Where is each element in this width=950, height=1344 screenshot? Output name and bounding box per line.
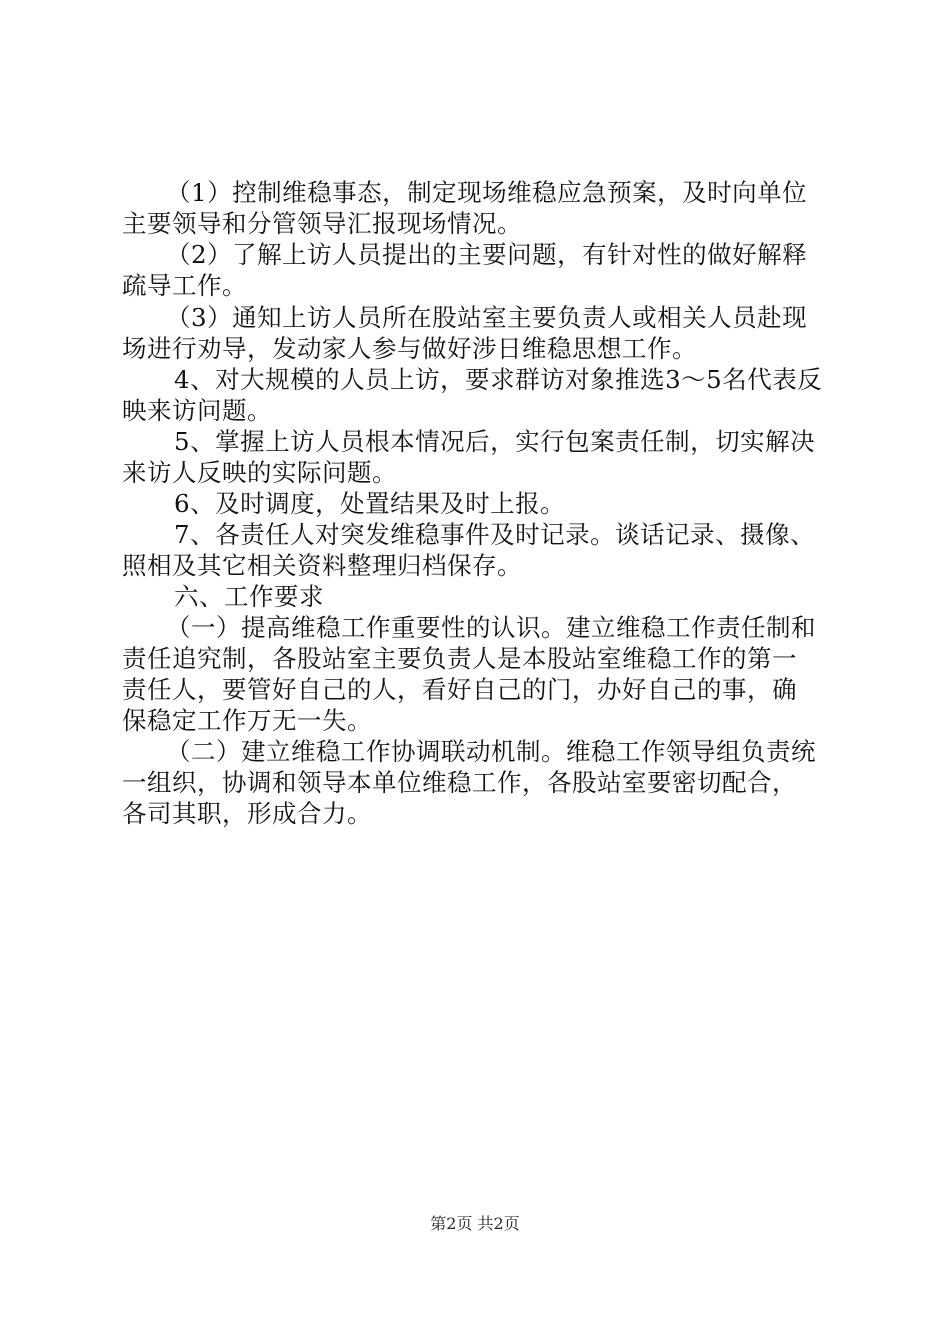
- section-heading: 六、工作要求: [174, 582, 324, 611]
- body-line-17: 责任人，要管好自己的人，看好自己的门，办好自己的事，确: [122, 675, 797, 704]
- body-line-4: 疏导工作。: [122, 271, 247, 300]
- body-line-3: （2）了解上访人员提出的主要问题，有针对性的做好解释: [166, 240, 808, 269]
- body-line-9: 5、掌握上访人员根本情况后，实行包案责任制，切实解决: [174, 427, 816, 456]
- body-line-6: 场进行劝导，发动家人参与做好涉日维稳思想工作。: [122, 334, 697, 363]
- body-line-8: 映来访问题。: [122, 396, 272, 425]
- page-number-footer: 第2页 共2页: [430, 1214, 520, 1233]
- body-line-2: 主要领导和分管领导汇报现场情况。: [122, 209, 522, 238]
- body-line-11: 6、及时调度，处置结果及时上报。: [174, 489, 566, 518]
- body-line-21: 各司其职，形成合力。: [122, 799, 372, 828]
- body-line-15: （一）提高维稳工作重要性的认识。建立维稳工作责任制和: [166, 613, 816, 642]
- body-line-5: （3）通知上访人员所在股站室主要负责人或相关人员赴现: [166, 303, 808, 332]
- body-line-19: （二）建立维稳工作协调联动机制。维稳工作领导组负责统: [166, 737, 816, 766]
- body-line-10: 来访人反映的实际问题。: [122, 458, 397, 487]
- body-line-16: 责任追究制，各股站室主要负责人是本股站室维稳工作的第一: [122, 644, 797, 673]
- body-line-13: 照相及其它相关资料整理归档保存。: [122, 551, 522, 580]
- body-line-1: （1）控制维稳事态，制定现场维稳应急预案，及时向单位: [166, 178, 808, 207]
- body-line-7: 4、对大规模的人员上访，要求群访对象推选3～5名代表反: [174, 365, 823, 394]
- body-line-20: 一组织，协调和领导本单位维稳工作，各股站室要密切配合，: [122, 768, 797, 797]
- body-line-12: 7、各责任人对突发维稳事件及时记录。谈话记录、摄像、: [174, 520, 816, 549]
- body-line-18: 保稳定工作万无一失。: [122, 706, 372, 735]
